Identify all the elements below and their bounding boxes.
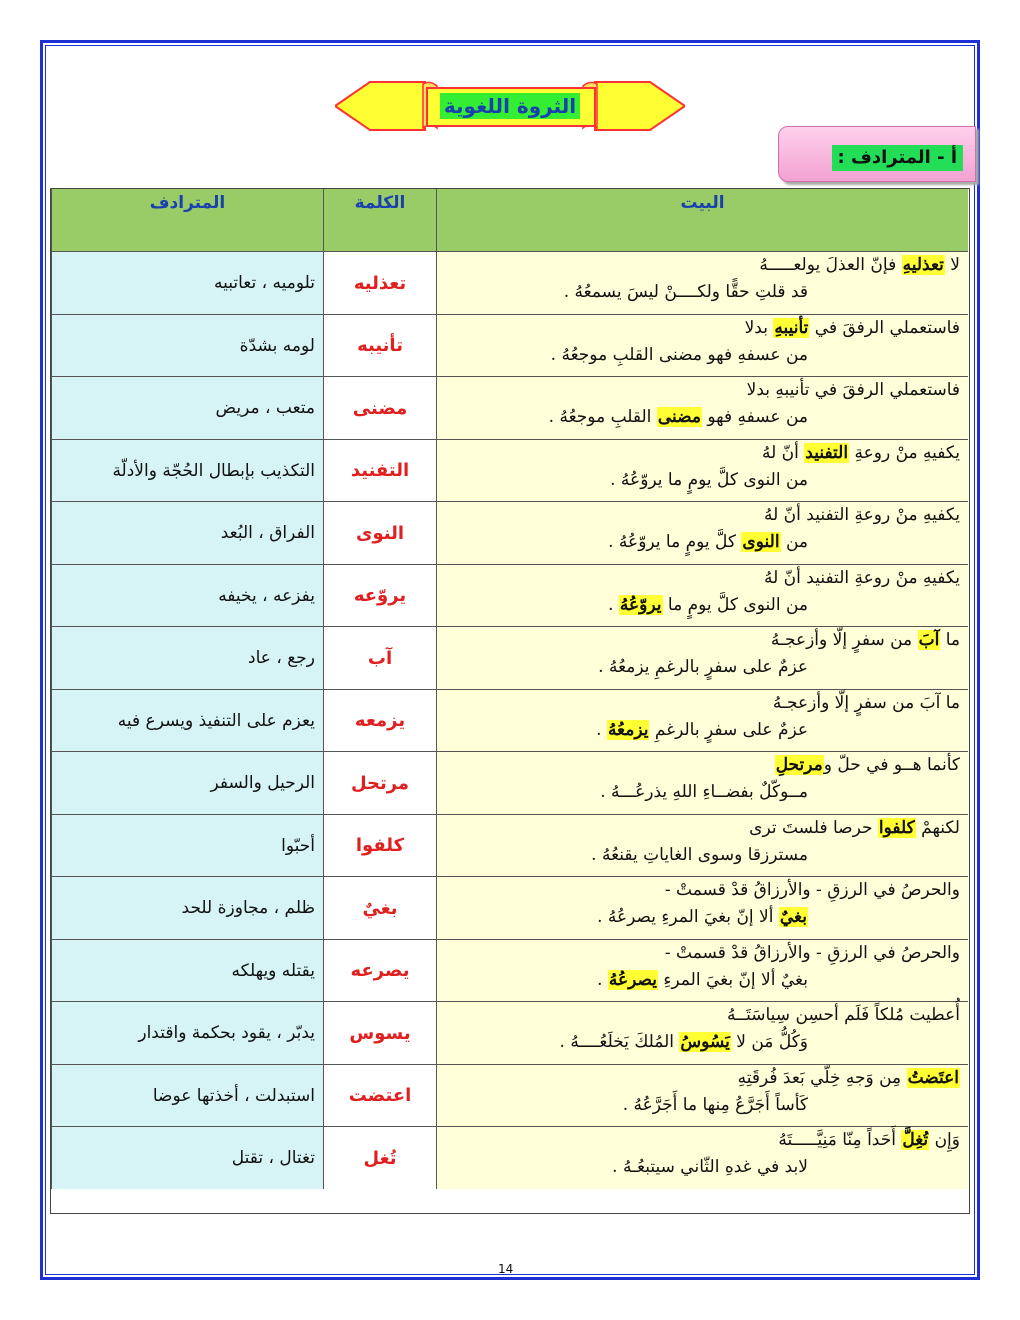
highlighted-word: مرتحلِ <box>775 755 823 775</box>
verse-line-2 <box>623 1095 808 1115</box>
verse-line-2 <box>564 282 808 302</box>
highlighted-word: كلفوا <box>878 817 915 838</box>
synonym-cell: يعزم على التنفيذ ويسرع فيه <box>51 690 323 752</box>
verse-text: . <box>596 719 607 740</box>
header-synonym: المترادف <box>51 189 323 251</box>
verse-text: فاستعملي الرفقَ في تأنيبهِ بدلا <box>746 380 960 400</box>
synonym-cell: ظلم ، مجاوزة للحد <box>51 877 323 939</box>
verse-cell <box>436 940 968 1002</box>
verse-text: أَحَداً مِنّا مَنِيَّـــــتَهُ <box>778 1130 902 1150</box>
synonym-cell: استبدلت ، أخذتها عوضا <box>51 1065 323 1127</box>
verse-line-2 <box>598 657 808 677</box>
highlighted-word: يَسُوسُ <box>680 1032 730 1052</box>
verse-text: . <box>608 594 619 615</box>
page-title: الثروة اللغوية <box>440 93 580 119</box>
highlighted-word: آبَ <box>918 630 940 650</box>
verse-line-1 <box>764 505 960 525</box>
header-word: الكلمة <box>323 189 436 251</box>
verse-text: من عسفهِ فهو <box>701 407 808 427</box>
table-row <box>51 939 968 1001</box>
verse-cell <box>436 440 968 502</box>
synonym-cell: لومه بشدّة <box>51 315 323 377</box>
verse-text: عزمٌ على سفرٍ بالرغمِ يزمعُهُ . <box>598 657 808 677</box>
table-row <box>51 689 968 751</box>
verse-text: يكفيهِ منْ روعةِ التفنيد أنّ لهُ <box>763 505 960 525</box>
verse-cell <box>436 1002 968 1064</box>
verse-cell <box>436 502 968 564</box>
verse-line-2 <box>597 907 808 927</box>
verse-line-2 <box>600 782 808 802</box>
verse-text: ألا إنّ بغيَ المرءِ يصرعُهُ . <box>597 907 779 927</box>
highlighted-word: تأنيبهِ <box>774 317 809 338</box>
verse-text: من النوى كلَّ يومٍ ما <box>662 594 808 615</box>
word-cell: آب <box>323 627 436 689</box>
table-row <box>51 1001 968 1063</box>
highlighted-word: النوى <box>742 532 780 552</box>
word-cell: يزمعه <box>323 690 436 752</box>
table-row <box>51 314 968 376</box>
verse-text: المُلكَ يَخلَعُــــهُ . <box>559 1032 680 1052</box>
verse-line-1 <box>771 630 960 650</box>
verse-text: . <box>597 969 608 990</box>
verse-cell <box>436 1065 968 1127</box>
word-cell: كلفوا <box>323 815 436 877</box>
verse-text: عزمٌ على سفرٍ بالرغمِ <box>649 719 808 740</box>
verse-text: قد قلتِ حقًّا ولكــــنْ ليسَ يسمعُهُ . <box>563 282 808 302</box>
table-row <box>51 814 968 876</box>
highlighted-word: يروّعُهُ <box>619 594 662 615</box>
table-row <box>51 439 968 501</box>
verse-line-1 <box>749 818 960 838</box>
header-verse: البيت <box>436 189 968 251</box>
verse-cell <box>436 752 968 814</box>
verse-text: والحرصُ في الرزقِ - والأرزاقُ قدْ قسمتْ - <box>664 942 960 963</box>
highlighted-word: مضنى <box>657 407 701 427</box>
word-cell: يصرعه <box>323 940 436 1002</box>
verse-text: مِن وَجهِ خِلّي بَعدَ فُرقَتِهِ <box>737 1067 907 1088</box>
page-number: 14 <box>498 1262 514 1276</box>
verse-line-2 <box>560 1032 808 1052</box>
table-row <box>51 751 968 813</box>
verse-line-2 <box>591 845 808 865</box>
verse-line-1 <box>762 443 960 463</box>
verse-text: من عسفهِ فهو مضنى القلبِ موجعُهُ . <box>550 344 808 365</box>
verse-cell <box>436 315 968 377</box>
table-row <box>51 1126 968 1188</box>
verse-line-1 <box>747 380 960 400</box>
verse-cell <box>436 565 968 627</box>
verse-cell <box>436 1127 968 1189</box>
word-cell: اعتضت <box>323 1065 436 1127</box>
table-row <box>51 876 968 938</box>
word-cell: يروّعه <box>323 565 436 627</box>
word-cell: مضنى <box>323 377 436 439</box>
vocab-table <box>50 188 970 1214</box>
verse-line-1 <box>778 1130 960 1150</box>
verse-text: بغيٌ ألا إنّ بغيَ المرءِ <box>658 969 808 990</box>
verse-line-1 <box>727 1005 960 1025</box>
word-cell: بغيٌ <box>323 877 436 939</box>
synonym-cell: تلوميه ، تعاتبيه <box>51 252 323 314</box>
highlighted-word: بغيٌ <box>779 907 807 927</box>
verse-line-2 <box>610 470 808 490</box>
table-row <box>51 564 968 626</box>
verse-text: فاستعملي الرفقَ في <box>809 317 960 338</box>
verse-line-1 <box>764 568 960 588</box>
verse-text: مسترزقا وسوى الغاياتِ يقنعُهُ . <box>591 844 808 865</box>
word-cell: مرتحل <box>323 752 436 814</box>
verse-line-2 <box>608 532 808 552</box>
table-row <box>51 1064 968 1126</box>
verse-cell <box>436 815 968 877</box>
verse-line-1 <box>665 943 960 963</box>
verse-text: بدلا <box>744 317 774 338</box>
page-title-box <box>425 90 595 122</box>
verse-cell <box>436 877 968 939</box>
verse-text: أنّ لهُ <box>761 442 805 463</box>
verse-text: كلَّ يومٍ ما يروّعُهُ . <box>608 532 742 552</box>
verse-line-2 <box>612 1157 808 1177</box>
verse-line-1 <box>738 1068 960 1088</box>
synonym-cell: متعب ، مريض <box>51 377 323 439</box>
verse-cell <box>436 690 968 752</box>
verse-text: والحرصُ في الرزقِ - والأرزاقُ قدْ قسمتْ - <box>664 880 960 900</box>
synonym-cell: يفزعه ، يخيفه <box>51 565 323 627</box>
synonym-cell: التكذيب بإبطال الحُجّة والأدلّة <box>51 440 323 502</box>
word-cell: التفنيد <box>323 440 436 502</box>
synonym-cell: الرحيل والسفر <box>51 752 323 814</box>
verse-text: ما آبَ من سفرٍ إلّا وأزعجـهُ <box>772 692 960 713</box>
synonym-cell: رجع ، عاد <box>51 627 323 689</box>
verse-cell <box>436 252 968 314</box>
verse-line-1 <box>775 755 960 775</box>
synonym-cell: يقتله ويهلكه <box>51 940 323 1002</box>
verse-line-2 <box>596 720 808 740</box>
synonym-cell: الفراق ، البُعد <box>51 502 323 564</box>
verse-text: لابد في غدهِ الثّاني سيتبعُـهُ . <box>612 1157 808 1177</box>
verse-line-2 <box>608 595 808 615</box>
section-tag <box>778 126 976 182</box>
highlighted-word: اعتَضتُ <box>907 1067 959 1088</box>
verse-text: من النوى كلَّ يومٍ ما يروّعُهُ . <box>610 469 808 490</box>
verse-text: أُعطيت مُلكاً فَلَم أحسِن سِياسَتَــهُ <box>727 1005 960 1025</box>
verse-text: من <box>780 532 808 552</box>
section-title: أ - المترادف : <box>832 145 964 171</box>
verse-line-1 <box>745 318 960 338</box>
synonym-cell: أحبّوا <box>51 815 323 877</box>
word-cell: تُغل <box>323 1127 436 1189</box>
word-cell: تأنيبه <box>323 315 436 377</box>
verse-text: لا <box>944 255 960 275</box>
verse-cell <box>436 377 968 439</box>
verse-line-2 <box>597 970 808 990</box>
verse-text: من سفرٍ إلّا وأزعجـهُ <box>770 630 918 650</box>
verse-text: مــوكّلٌ بفضــاءِ اللهِ يذرعُـــهُ . <box>600 782 808 802</box>
highlighted-word: يزمعُهُ <box>607 719 649 740</box>
verse-text: لكنهمْ <box>915 817 960 838</box>
verse-text: يكفيهِ منْ روعةِ التفنيد أنّ لهُ <box>763 567 960 588</box>
synonym-cell: تغتال ، تقتل <box>51 1127 323 1189</box>
highlighted-word: تعذليهِ <box>902 255 944 275</box>
highlighted-word: تُغِلَّ <box>902 1130 929 1150</box>
verse-text: فإنّ العذلَ يولعـــــهُ <box>759 255 902 275</box>
table-row <box>51 251 968 313</box>
verse-text: القلبِ موجعُهُ . <box>548 407 657 427</box>
verse-text: كَأساً أَجَرَّعُ مِنها ما أَجَرَّعُهُ . <box>622 1094 808 1115</box>
verse-text: حرصا فلستَ ترى <box>749 817 878 838</box>
verse-line-1 <box>773 693 960 713</box>
highlighted-word: يصرعُهُ <box>608 969 658 990</box>
table-row <box>51 501 968 563</box>
synonym-cell: يدبّر ، يقود بحكمة واقتدار <box>51 1002 323 1064</box>
verse-text: وَإِن <box>929 1130 960 1150</box>
verse-line-2 <box>551 345 808 365</box>
verse-text: يكفيهِ منْ روعةِ <box>849 442 960 463</box>
word-cell: النوى <box>323 502 436 564</box>
verse-line-1 <box>759 255 960 275</box>
verse-line-2 <box>549 407 808 427</box>
verse-text: ما <box>940 630 960 650</box>
verse-line-1 <box>665 880 960 900</box>
highlighted-word: التفنيد <box>805 442 849 463</box>
word-cell: تعذليه <box>323 252 436 314</box>
verse-text: وَكُلُّ مَن لا <box>730 1032 808 1052</box>
verse-text: كأنما هــو في حلّ و <box>823 755 960 775</box>
verse-cell <box>436 627 968 689</box>
table-row <box>51 376 968 438</box>
table-row <box>51 626 968 688</box>
word-cell: يسوس <box>323 1002 436 1064</box>
